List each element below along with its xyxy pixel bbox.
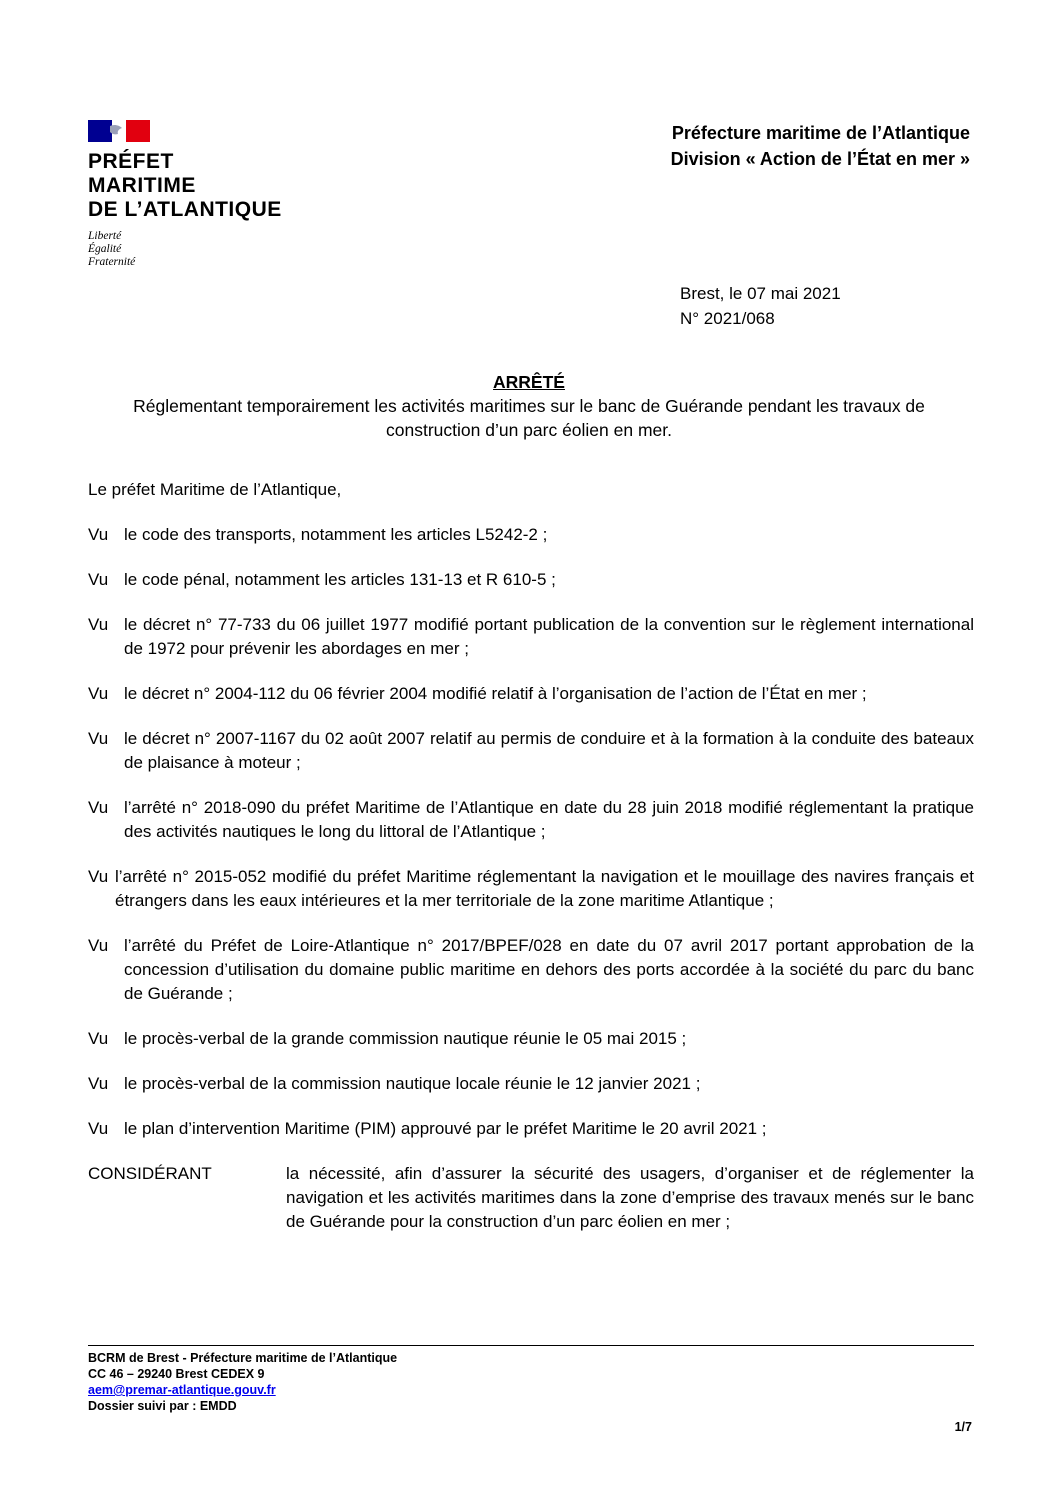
vu-text: le plan d’intervention Maritime (PIM) approuvé par le préfet Maritime le 20 avril 2021 ; [124, 1119, 767, 1138]
date-block [680, 281, 841, 331]
vu-item [88, 934, 974, 1006]
vu-item [88, 1072, 974, 1096]
vu-item [88, 1027, 974, 1051]
motto-line: Liberté [88, 230, 122, 242]
title-main: ARRÊTÉ [493, 372, 565, 392]
vu-text: le décret n° 2007-1167 du 02 août 2007 relatif au permis de conduire et à la formation à la conduite des bateaux de plaisance à moteur ; [124, 729, 974, 772]
footer-divider [88, 1345, 974, 1346]
page-number: 1/7 [954, 1420, 972, 1434]
document-date: Brest, le 07 mai 2021 [680, 284, 841, 303]
document-body [88, 478, 974, 1234]
document-number: N° 2021/068 [680, 309, 775, 328]
vu-item [88, 613, 974, 661]
considerant-text: la nécessité, afin d’assurer la sécurité des usagers, d’organiser et de réglementer la navigation et les activités maritimes dans la zone d’emprise des travaux menés sur le banc de Guérande pour la construction d’un parc éolien en mer ; [286, 1164, 974, 1231]
vu-lead: Vu [88, 1119, 109, 1138]
logo-title-line: DE L’ATLANTIQUE [88, 198, 282, 221]
vu-text: le décret n° 2004-112 du 06 février 2004 modifié relatif à l’organisation de l’action de l’État en mer ; [124, 684, 867, 703]
vu-item [88, 682, 974, 706]
vu-lead: Vu [88, 684, 109, 703]
vu-text: le décret n° 77-733 du 06 juillet 1977 modifié portant publication de la convention sur le règlement international de 1972 pour prévenir les abordages en mer ; [124, 615, 974, 658]
logo-title-line: MARITIME [88, 174, 196, 197]
considerant-item [88, 1162, 974, 1234]
vu-lead: Vu [88, 1074, 109, 1093]
footer [88, 1350, 397, 1414]
considerant-lead: CONSIDÉRANT [88, 1164, 212, 1183]
vu-lead: Vu [88, 729, 109, 748]
issuer-header [671, 120, 970, 172]
vu-lead: Vu [88, 615, 109, 634]
issuer-division: Division « Action de l’État en mer » [670, 149, 970, 169]
vu-item [88, 727, 974, 775]
vu-lead: Vu [88, 936, 109, 955]
issuer-name: Préfecture maritime de l’Atlantique [671, 123, 970, 143]
vu-item [88, 1117, 974, 1141]
document-title [88, 370, 970, 442]
vu-item [88, 865, 974, 913]
vu-lead: Vu [88, 867, 109, 886]
footer-email-link[interactable]: aem@premar-atlantique.gouv.fr [88, 1383, 276, 1397]
motto-line: Égalité [88, 243, 122, 255]
vu-text: le code pénal, notamment les articles 131-13 et R 610-5 ; [124, 570, 556, 589]
intro-line: Le préfet Maritime de l’Atlantique, [88, 480, 342, 499]
footer-address: CC 46 – 29240 Brest CEDEX 9 [88, 1367, 265, 1381]
footer-organization: BCRM de Brest - Préfecture maritime de l’Atlantique [88, 1351, 398, 1365]
vu-lead: Vu [88, 525, 109, 544]
logo-title [88, 150, 348, 222]
vu-text: le code des transports, notamment les articles L5242-2 ; [124, 525, 548, 544]
vu-item [88, 568, 974, 592]
footer-dossier: Dossier suivi par : EMDD [88, 1399, 237, 1413]
motto-line: Fraternité [88, 256, 136, 268]
vu-item [88, 523, 974, 547]
marianne-flag-icon [88, 120, 150, 142]
vu-item [88, 796, 974, 844]
vu-text: l’arrêté du Préfet de Loire-Atlantique n° 2017/BPEF/028 en date du 07 avril 2017 portant approbation de la concession d’utilisation du domaine public maritime en dehors des ports accordée à la société du parc du banc de Guérande ; [124, 936, 974, 1003]
title-subtitle: Réglementant temporairement les activités maritimes sur le banc de Guérande pendant les travaux de construction d’un parc éolien en mer. [133, 396, 925, 440]
vu-text: l’arrêté n° 2018-090 du préfet Maritime de l’Atlantique en date du 28 juin 2018 modifié réglementant la pratique des activités nautiques le long du littoral de l’Atlantique ; [124, 798, 974, 841]
republic-motto [88, 230, 208, 269]
vu-text: l’arrêté n° 2015-052 modifié du préfet Maritime réglementant la navigation et le mouillage des navires français et étrangers dans les eaux intérieures et la mer territoriale de la zone maritime Atlantique ; [115, 867, 974, 910]
vu-lead: Vu [88, 1029, 109, 1048]
vu-text: le procès-verbal de la commission nautique locale réunie le 12 janvier 2021 ; [124, 1074, 701, 1093]
vu-lead: Vu [88, 570, 109, 589]
logo-title-line: PRÉFET [88, 150, 174, 173]
vu-text: le procès-verbal de la grande commission nautique réunie le 05 mai 2015 ; [124, 1029, 687, 1048]
vu-lead: Vu [88, 798, 109, 817]
